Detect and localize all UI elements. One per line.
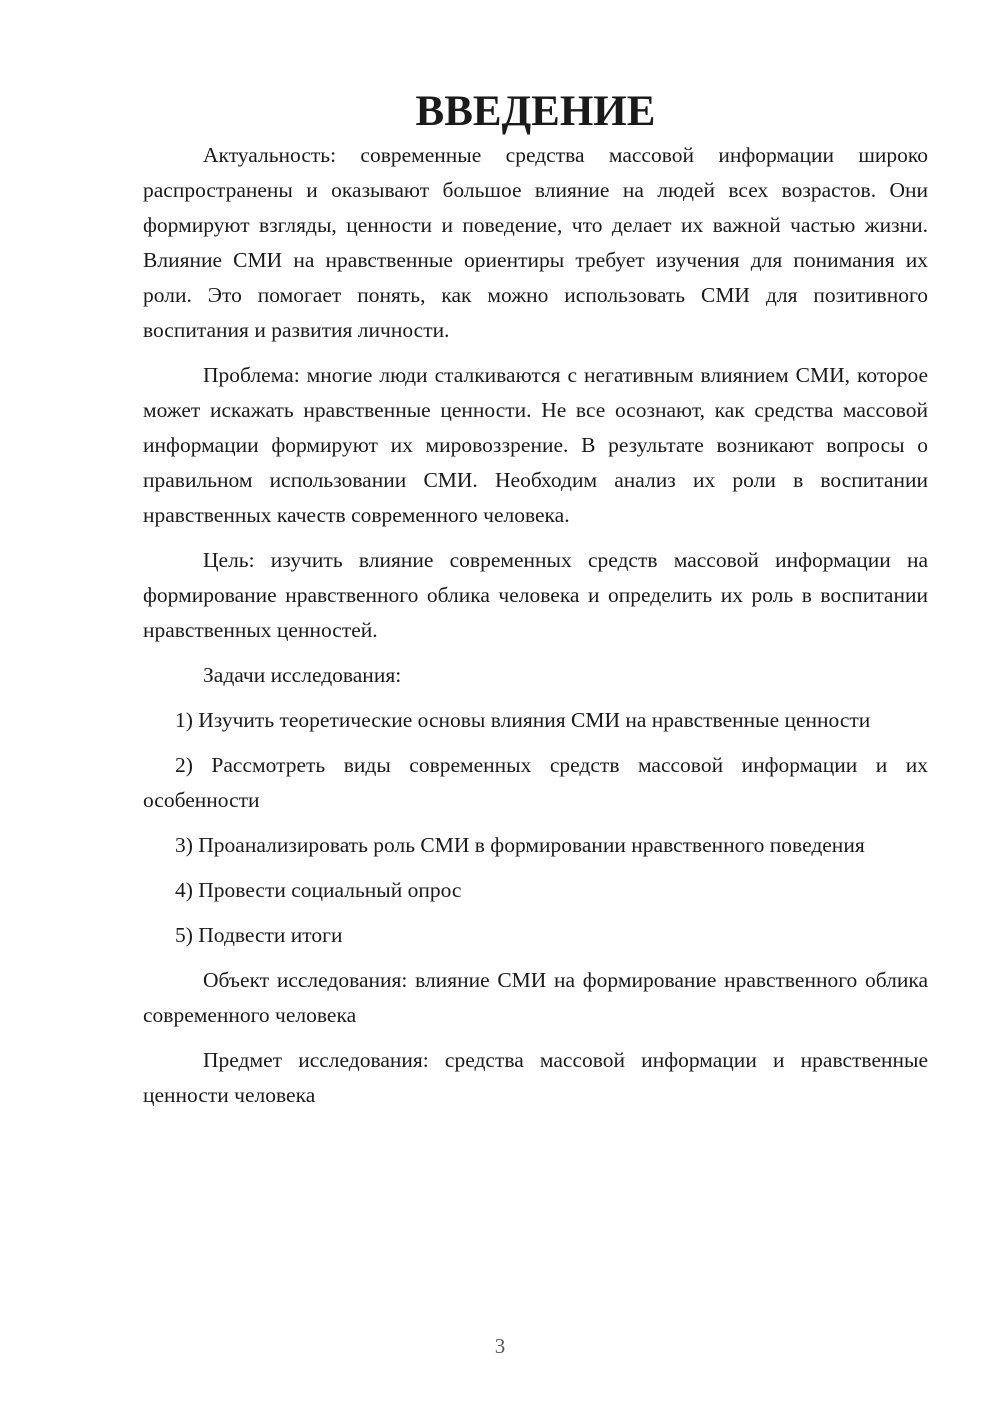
document-page — [143, 88, 928, 1123]
paragraph-tasks-heading: Задачи исследования: — [203, 663, 402, 687]
document-title: ВВЕДЕНИЕ — [415, 88, 656, 135]
task-item-5: 5) Подвести итоги — [175, 923, 343, 947]
task-item-3: 3) Проанализировать роль СМИ в формировании нравственного поведения — [175, 833, 865, 857]
task-item-4: 4) Провести социальный опрос — [175, 878, 462, 902]
paragraph-relevance: Актуальность: современные средства массовой информации широко распространены и оказывают большое влияние на людей всех возрастов. Они формируют взгляды, ценности и поведение, что делает их важной частью жизни. Влияние СМИ на нравственные ориентиры требует изучения для понимания их роли. Это помогает понять, как можно использовать СМИ для позитивного воспитания и развития личности. — [143, 143, 928, 342]
task-item-2: 2) Рассмотреть виды современных средств массовой информации и их особенности — [143, 753, 928, 812]
paragraph-problem: Проблема: многие люди сталкиваются с негативным влиянием СМИ, которое может искажать нравственные ценности. Не все осознают, как средства массовой информации формируют их мировоззрение. В результате возникают вопросы о правильном использовании СМИ. Необходим анализ их роли в воспитании нравственных качеств современного человека. — [143, 363, 928, 527]
page-number: 3 — [494, 1334, 506, 1358]
task-item-1: 1) Изучить теоретические основы влияния СМИ на нравственные ценности — [175, 708, 871, 732]
paragraph-subject: Предмет исследования: средства массовой информации и нравственные ценности человека — [143, 1048, 928, 1107]
paragraph-object: Объект исследования: влияние СМИ на формирование нравственного облика современного человека — [143, 968, 928, 1027]
paragraph-goal: Цель: изучить влияние современных средств массовой информации на формирование нравственного облика человека и определить их роль в воспитании нравственных ценностей. — [143, 548, 928, 642]
